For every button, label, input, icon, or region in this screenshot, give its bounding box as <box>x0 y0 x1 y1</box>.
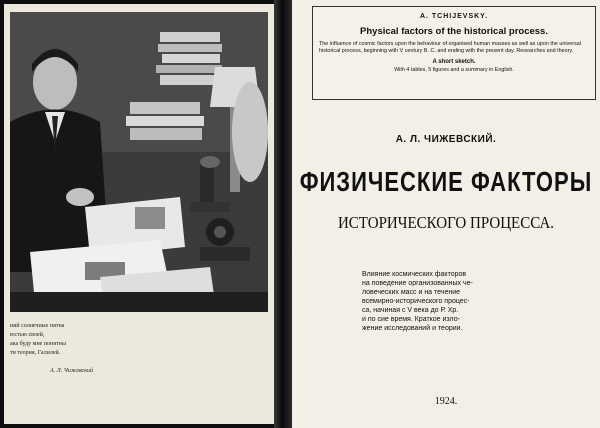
title-page <box>292 0 600 428</box>
caption-signature: А. Л. Чижевский <box>50 368 94 374</box>
caption-line: ний солнечные пятна <box>10 323 65 329</box>
photo-caption <box>10 322 160 358</box>
english-description: The influence of cosmic factors upon the behaviour of organised human masses as well as upon the universal historical process, beginning with V century B. C. and ending with the present day. Researches and theory. <box>319 41 581 54</box>
russian-description-line: всемирно-исторического процес- <box>362 298 470 305</box>
english-author: A. TCHIJEVSKY. <box>419 13 489 20</box>
caption-line: ака буду мне понятны <box>10 341 66 347</box>
russian-description-line: на поведение организованных че- <box>362 280 473 287</box>
english-title: Physical factors of the historical process. <box>360 26 548 37</box>
russian-description-line: са, начиная с V века до Р. Хр. <box>362 307 459 314</box>
english-tables-note: With 4 tables, 5 figures and a summary in English. <box>394 67 514 73</box>
russian-description-line: и по сие время. Краткое изло- <box>362 316 460 323</box>
english-title-block <box>312 6 596 100</box>
russian-description-line: ловеческих масс и на течение <box>362 289 461 296</box>
left-page <box>4 4 275 424</box>
russian-description-line: Влияние космических факторов <box>362 271 467 278</box>
book-gutter <box>274 0 292 428</box>
russian-author: А. Л. ЧИЖЕВСКИЙ. <box>395 134 497 145</box>
russian-title-line-1: ФИЗИЧЕСКИЕ ФАКТОРЫ <box>299 166 593 198</box>
russian-title-line-2: ИСТОРИЧЕСКОГО ПРОЦЕССА. <box>337 214 555 233</box>
russian-description <box>362 270 542 333</box>
english-sketch-note: A short sketch. <box>432 59 476 65</box>
russian-description-line: жение исследований и теории. <box>362 325 463 332</box>
caption-line: юстью своей, <box>10 332 45 338</box>
publication-year: 1924. <box>434 396 458 407</box>
author-photo-illustration <box>10 12 268 312</box>
caption-line: ти теория, Галилей. <box>10 350 61 356</box>
author-photo <box>10 12 268 312</box>
